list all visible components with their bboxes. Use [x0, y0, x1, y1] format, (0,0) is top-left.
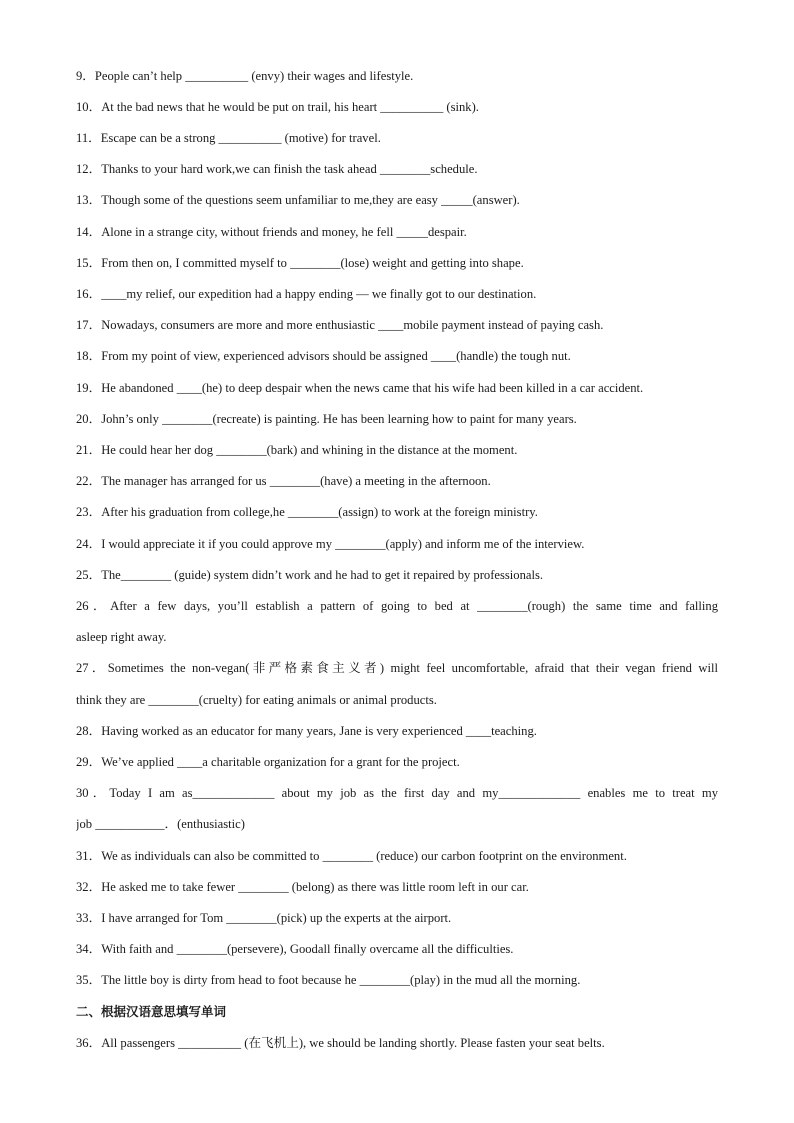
- question-29: 29．We’ve applied ____a charitable organization for a grant for the project.: [76, 755, 460, 769]
- question-26-continued: asleep right away.: [76, 630, 167, 644]
- question-30-continued: job ___________．(enthusiastic): [76, 817, 245, 831]
- question-22: 22．The manager has arranged for us ________(have) a meeting in the afternoon.: [76, 474, 491, 488]
- question-16: 16．____my relief, our expedition had a happy ending — we finally got to our destination.: [76, 287, 537, 301]
- question-27: 27．Sometimes the non-vegan(非严格素食主义者) might feel uncomfortable, afraid that their vegan friend will: [76, 661, 718, 675]
- question-15: 15．From then on, I committed myself to ________(lose) weight and getting into shape.: [76, 256, 524, 270]
- question-33: 33．I have arranged for Tom ________(pick) up the experts at the airport.: [76, 911, 452, 925]
- question-34: 34．With faith and ________(persevere), Goodall finally overcame all the difficulties.: [76, 942, 514, 956]
- question-18: 18．From my point of view, experienced advisors should be assigned ____(handle) the tough nut.: [76, 349, 571, 363]
- question-21: 21．He could hear her dog ________(bark) and whining in the distance at the moment.: [76, 443, 518, 457]
- question-19: 19．He abandoned ____(he) to deep despair when the news came that his wife had been killed in a car accident.: [76, 381, 644, 395]
- question-10: 10．At the bad news that he would be put on trail, his heart __________ (sink).: [76, 100, 479, 114]
- question-27-continued: think they are ________(cruelty) for eating animals or animal products.: [76, 693, 437, 707]
- question-24: 24．I would appreciate it if you could approve my ________(apply) and inform me of the interview.: [76, 537, 585, 551]
- question-20: 20．John’s only ________(recreate) is painting. He has been learning how to paint for many years.: [76, 412, 577, 426]
- question-14: 14．Alone in a strange city, without friends and money, he fell _____despair.: [76, 225, 467, 239]
- question-31: 31．We as individuals can also be committed to ________ (reduce) our carbon footprint on the environment.: [76, 849, 627, 863]
- question-12: 12．Thanks to your hard work,we can finish the task ahead ________schedule.: [76, 162, 478, 176]
- question-28: 28．Having worked as an educator for many years, Jane is very experienced ____teaching.: [76, 724, 537, 738]
- question-35: 35．The little boy is dirty from head to foot because he ________(play) in the mud all the morning.: [76, 973, 581, 987]
- question-17: 17．Nowadays, consumers are more and more enthusiastic ____mobile payment instead of paying cash.: [76, 318, 604, 332]
- question-36: 36．All passengers __________ (在飞机上), we should be landing shortly. Please fasten your seat belts.: [76, 1036, 605, 1050]
- section-heading: 二、根据汉语意思填写单词: [76, 1004, 227, 1019]
- question-13: 13．Though some of the questions seem unfamiliar to me,they are easy _____(answer).: [76, 193, 520, 207]
- question-9: 9．People can’t help __________ (envy) their wages and lifestyle.: [76, 69, 414, 83]
- question-30: 30．Today I am as_____________ about my job as the first day and my_____________ enables me to treat my: [76, 786, 718, 800]
- question-23: 23．After his graduation from college,he ________(assign) to work at the foreign ministry.: [76, 505, 538, 519]
- question-32: 32．He asked me to take fewer ________ (belong) as there was little room left in our car.: [76, 880, 529, 894]
- question-11: 11．Escape can be a strong __________ (motive) for travel.: [76, 131, 381, 145]
- question-26: 26．After a few days, you’ll establish a pattern of going to bed at ________(rough) the same time and falling: [76, 599, 718, 613]
- question-25: 25．The________ (guide) system didn’t work and he had to get it repaired by professionals.: [76, 568, 544, 582]
